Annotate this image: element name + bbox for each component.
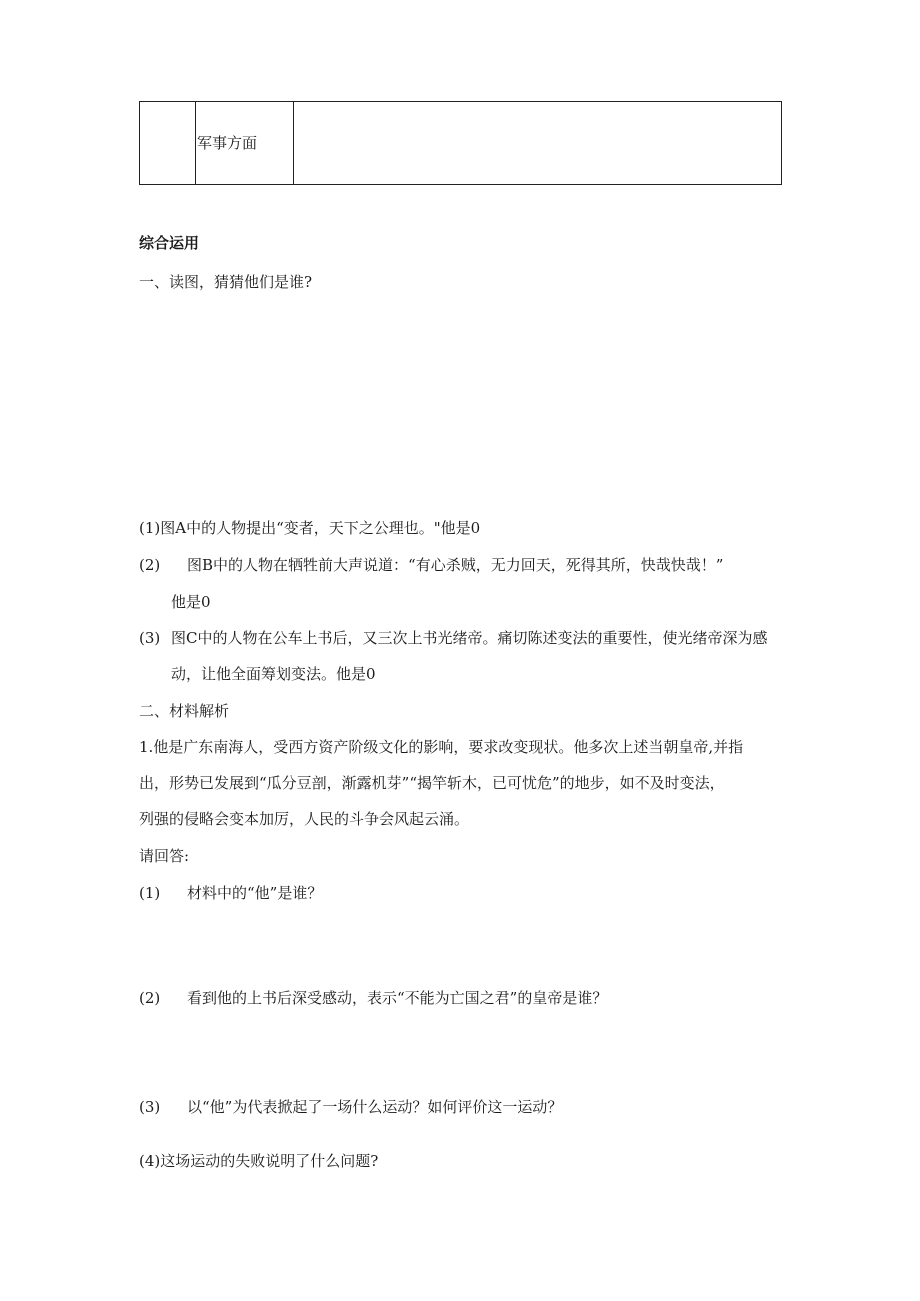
part2-question-2 bbox=[139, 987, 607, 1008]
material-line-1: 1.他是广东南海人，受西方资产阶级文化的影响，要求改变现状。他多次上述当朝皇帝,并指 bbox=[139, 738, 744, 756]
question-text: 图B中的人物在牺牲前大声说道：“有心杀贼，无力回天，死得其所，快哉快哉！” bbox=[187, 556, 724, 574]
question-text: 图C中的人物在公车上书后，又三次上书光绪帝。痛切陈述变法的重要性，使光绪帝深为感 bbox=[171, 629, 768, 647]
summary-table bbox=[139, 101, 782, 185]
part2-question-4: (4)这场运动的失败说明了什么问题? bbox=[139, 1152, 379, 1170]
question-number: (3) bbox=[139, 1098, 161, 1116]
military-aspect-label: 军事方面 bbox=[197, 133, 258, 152]
material-line-2: 出，形势已发展到“瓜分豆剖，渐露机芽”“揭竿斩木，已可忧危”的地步，如不及时变法， bbox=[139, 774, 725, 792]
table-cell-empty bbox=[140, 102, 196, 185]
part2-question-1 bbox=[139, 882, 322, 903]
part1-question-2-cont: 他是0 bbox=[171, 593, 211, 611]
table-cell-answer[interactable] bbox=[294, 102, 782, 185]
part1-question-2 bbox=[139, 554, 723, 575]
table-cell-label bbox=[196, 102, 294, 185]
table-row bbox=[140, 102, 782, 185]
question-text: 材料中的“他”是谁？ bbox=[187, 884, 323, 902]
part1-question-1: (1)图A中的人物提出“变者，天下之公理也。"他是0 bbox=[139, 519, 481, 537]
part2-question-3 bbox=[139, 1096, 562, 1117]
material-line-3: 列强的侵略会变本加厉，人民的斗争会风起云涌。 bbox=[139, 810, 470, 828]
part2-heading: 二、材料解析 bbox=[139, 702, 230, 720]
question-number: (1) bbox=[139, 884, 161, 902]
question-number: (2) bbox=[139, 989, 161, 1007]
part1-question-3-cont: 动，让他全面筹划变法。他是0 bbox=[171, 665, 376, 683]
answer-prompt: 请回答: bbox=[139, 847, 190, 865]
question-number: (2) bbox=[139, 556, 161, 574]
question-text: 看到他的上书后深受感动，表示“不能为亡国之君”的皇帝是谁？ bbox=[187, 989, 608, 1007]
part1-question-3 bbox=[139, 627, 767, 648]
section-title: 综合运用 bbox=[139, 234, 200, 252]
question-number: (3) bbox=[139, 629, 161, 647]
part1-heading: 一、读图，猜猜他们是谁? bbox=[139, 273, 313, 291]
question-text: 以“他”为代表掀起了一场什么运动？如何评价这一运动？ bbox=[187, 1098, 563, 1116]
